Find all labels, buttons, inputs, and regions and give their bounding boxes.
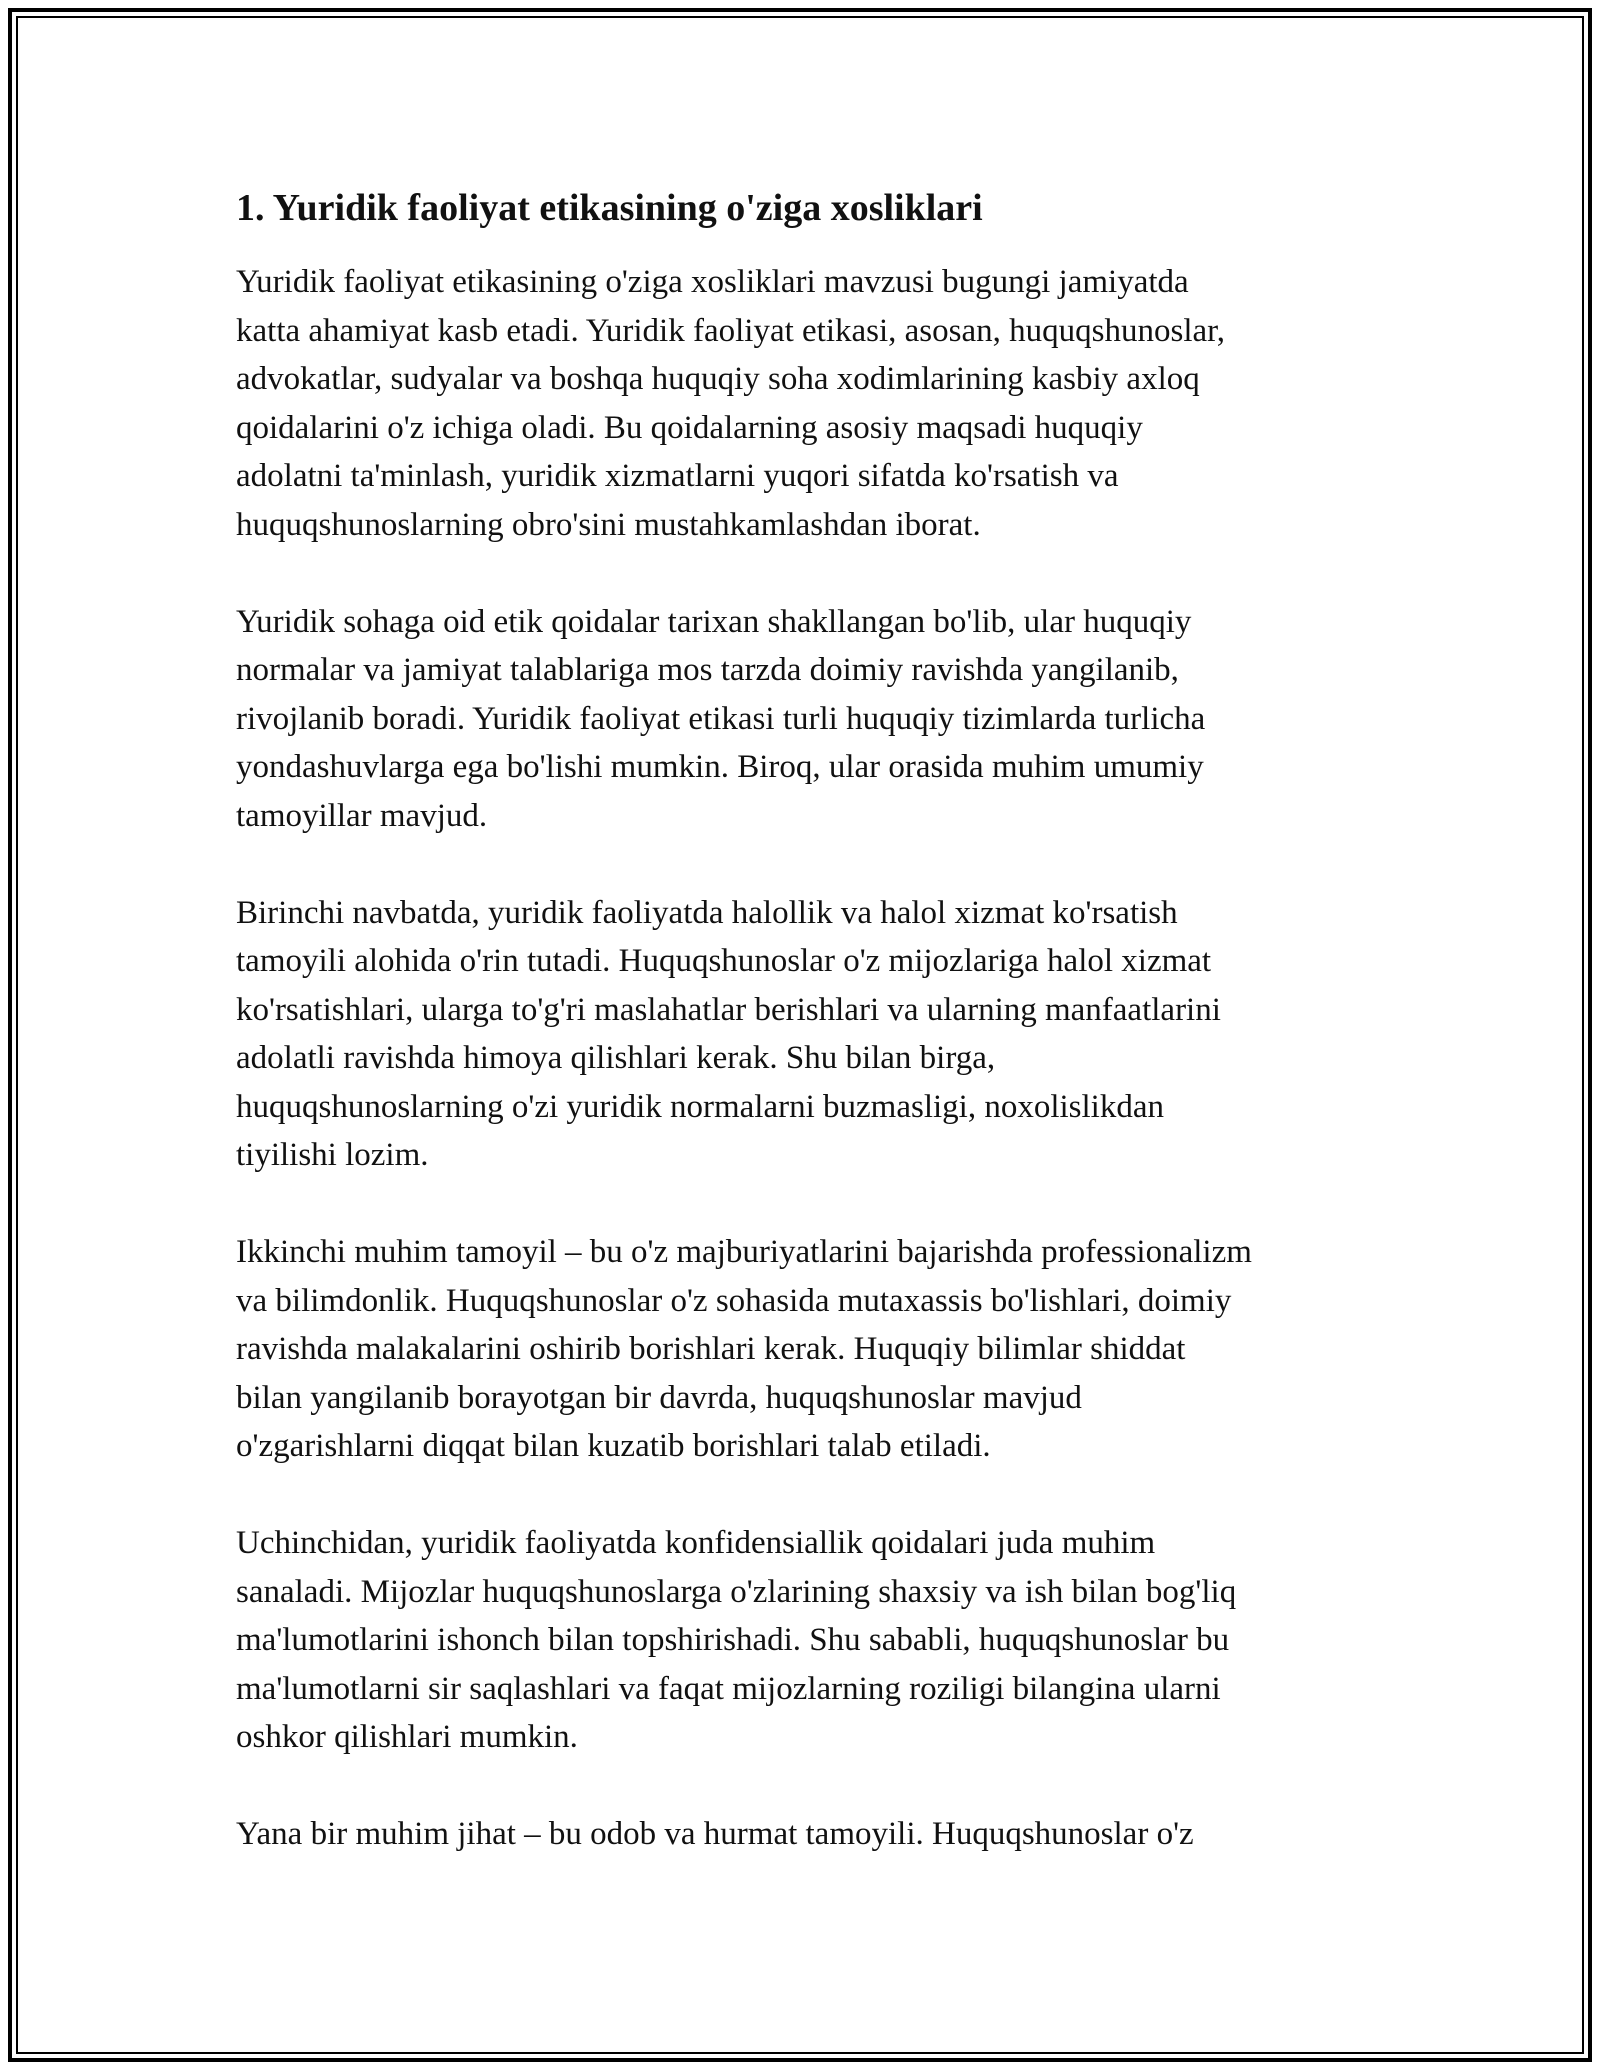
paragraph-line: Yana bir muhim jihat – bu odob va hurmat tamoyili. Huquqshunoslar o'z (236, 1816, 1194, 1852)
paragraph-line: adolatni ta'minlash, yuridik xizmatlarni yuqori sifatda ko'rsatish va (236, 458, 1119, 494)
paragraph-3 (236, 889, 1386, 1180)
paragraph-line: tamoyili alohida o'rin tutadi. Huquqshunoslar o'z mijozlariga halol xizmat (236, 943, 1212, 979)
paragraph-line: katta ahamiyat kasb etadi. Yuridik faoliyat etikasi, asosan, huquqshunoslar, (236, 312, 1226, 349)
paragraph-line: ma'lumotlarni sir saqlashlari va faqat mijozlarning roziligi bilangina ularni (236, 1670, 1221, 1707)
paragraph-line: advokatlar, sudyalar va boshqa huquqiy soha xodimlarining kasbiy axloq (236, 361, 1200, 397)
paragraph-line: sanaladi. Mijozlar huquqshunoslarga o'zlarining shaxsiy va ish bilan bog'liq (236, 1573, 1237, 1610)
paragraph-line: adolatli ravishda himoya qilishlari kerak. Shu bilan birga, (236, 1040, 996, 1076)
paragraph-2 (236, 598, 1386, 841)
paragraph-line: ko'rsatishlari, ularga to'g'ri maslahatlar berishlari va ularning manfaatlarini (236, 991, 1221, 1028)
paragraph-6 (236, 1810, 1386, 1859)
paragraph-line: yondashuvlarga ega bo'lishi mumkin. Biroq, ular orasida muhim umumiy (236, 749, 1204, 785)
paragraph-line: huquqshunoslarning o'zi yuridik normalarni buzmasligi, noxolislikdan (236, 1088, 1164, 1125)
paragraph-line: ma'lumotlarini ishonch bilan topshirishadi. Shu sababli, huquqshunoslar bu (236, 1622, 1230, 1658)
paragraph-line: tamoyillar mavjud. (236, 797, 488, 834)
paragraph-line: ravishda malakalarini oshirib borishlari kerak. Huquqiy bilimlar shiddat (236, 1331, 1186, 1367)
paragraph-line: Birinchi navbatda, yuridik faoliyatda halollik va halol xizmat ko'rsatish (236, 894, 1178, 931)
paragraph-line: Ikkinchi muhim tamoyil – bu o'z majburiyatlarini bajarishda professionalizm (236, 1234, 1252, 1270)
document-page (236, 184, 1386, 1907)
paragraph-1 (236, 258, 1386, 549)
paragraph-5 (236, 1519, 1386, 1762)
paragraph-line: normalar va jamiyat talablariga mos tarzda doimiy ravishda yangilanib, (236, 652, 1179, 688)
paragraph-line: tiyilishi lozim. (236, 1137, 429, 1173)
paragraph-line: oshkor qilishlari mumkin. (236, 1719, 578, 1755)
paragraph-line: huquqshunoslarning obro'sini mustahkamlashdan iborat. (236, 506, 981, 543)
paragraph-line: Yuridik faoliyat etikasining o'ziga xosliklari mavzusi bugungi jamiyatda (236, 264, 1189, 300)
paragraph-line: rivojlanib boradi. Yuridik faoliyat etikasi turli huquqiy tizimlarda turlicha (236, 700, 1206, 737)
document-title: 1. Yuridik faoliyat etikasining o'ziga xosliklari (236, 187, 983, 229)
paragraph-line: Uchinchidan, yuridik faoliyatda konfidensiallik qoidalari juda muhim (236, 1525, 1156, 1561)
paragraph-line: o'zgarishlarni diqqat bilan kuzatib borishlari talab etiladi. (236, 1428, 991, 1464)
paragraph-line: va bilimdonlik. Huquqshunoslar o'z sohasida mutaxassis bo'lishlari, doimiy (236, 1282, 1232, 1319)
paragraph-line: Yuridik sohaga oid etik qoidalar tarixan shakllangan bo'lib, ular huquqiy (236, 603, 1192, 640)
paragraph-line: qoidalarini o'z ichiga oladi. Bu qoidalarning asosiy maqsadi huquqiy (236, 409, 1143, 446)
paragraph-4 (236, 1228, 1386, 1471)
paragraph-line: bilan yangilanib borayotgan bir davrda, huquqshunoslar mavjud (236, 1379, 1082, 1416)
